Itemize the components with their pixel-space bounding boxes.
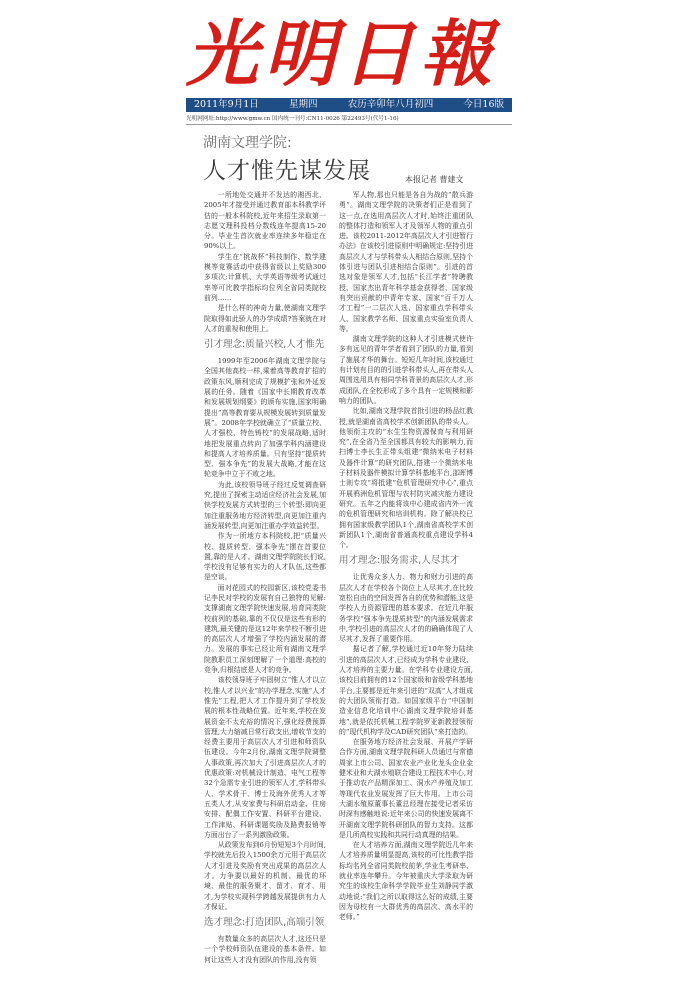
issue-date: 2011年9月1日: [194, 99, 259, 110]
lunar-date: 农历辛卯年八月初四: [347, 99, 434, 110]
section-subheading: 选才理念:打造团队,高端引领: [204, 917, 325, 929]
masthead: [186, 11, 512, 96]
body-paragraph: 一所地处交通并不发达的湘西北、2005年才接受并通过教育部本科教学评估的一般本科院校,近年来招生录取第一志愿文理科投档分数线连年提高15-20分。毕业生首次就业率连续多年稳定在90%以上。: [204, 191, 326, 251]
body-paragraph: 从政策发布到6月份短短3个月时间,学校就先后投入1500余万元用于高层次人才引进及奖励有突出成果的高层次人才。力争要以最好的机制、最优的环境、最佳的服务聚才、留才、育才、用才,为学校实现科学跨越发展提供有力人才保证。: [204, 841, 326, 911]
body-paragraph: 在人才培养方面,湖南文理学院近几年来人才培养质量明显提高,该校的可比性教学指标均名列全省同类院校前茅,学业生考研率、就业率连年攀升。今年被重庆大学录取为研究生的该校生命科学学院毕业生刘静同学激动地说:“我们之所以取得这么好的成绩,主要因为母校有一大群优秀的高层次、高水平的老师。”: [339, 841, 473, 922]
body-paragraph: 军人物,那也只能是各自为战的“散兵游勇”。湖南文理学院的决策者们正是看到了这一点,在选用高层次人才时,始终注重团队的整体打造和领军人才及领军人物的重点引进。该校2011-2012年高层次人才引进暂行办法》在该校引进原则中明确规定:坚持引进高层次人才与学科带头人相结合原则,坚持个体引进与团队引进相结合原则”。引进的首选对象是领军人才,包括“长江学者”特聘教授、国家杰出青年科学基金获得者、国家级有突出贡献的中青年专家、国家“百千万人才工程”一二层次人选、国家重点学科带头人、国家教学名师、国家重点实验室负责人等。: [339, 191, 473, 333]
section-subheading: 引才理念:质量兴校,人才惟先: [204, 339, 325, 351]
body-paragraph: 据记者了解,学校通过近10年努力陆续引进的高层次人才,已经成为学科专业建设、人才培养的主要力量。在学科专业建设方面,该校目前拥有的12个国家级和省级学科基地平台,主要都是近年来引进的“双高”人才组成的大团队领衔打造。如国家级平台“中国制造业信息化培训中心湖南文理学院培训基地”,就是依托机械工程学院罗亚新教授领衔的“现代机构学及CAD研究团队”来打造的。: [339, 645, 473, 736]
body-paragraph: 为此,该校领导班子经过反复调查研究,提出了探索主动适应经济社会发展,加快学校发展方式转型的三个转型:即向更加注重服务地方经济转型,向更加注重内涵发展转型,向更加注重办学效益转型。: [204, 480, 326, 530]
body-paragraph: 湖南文理学院的这种人才引进模式使许多有远见的青年学者看到了团队的力量,看到了施展才华的舞台。短短几年时间,该校通过有计划有目的的引进学科带头人,再在带头人周围选用具有相同学科背景的高层次人才,形成团队,在全校形成了多个具有一定规模和影响力的团队。: [339, 335, 473, 405]
article-byline: 本报记者 曹建文: [405, 175, 464, 184]
section-subheading: 用才理念:服务需求,人尽其才: [339, 555, 460, 567]
date-band: [186, 98, 512, 112]
masthead-title: 光明日報: [186, 11, 499, 96]
right-text-column: [339, 190, 473, 922]
publication-info-line: 光明网网址:http://www.gmw.cn 国内统一刊号:CN11-0026 第22493号(代号1-16): [186, 114, 512, 125]
body-paragraph: 比如,湖南文理学院首批引进的杨品红教授,就是湖南省高校学术创新团队的带头人。他领衔主攻的“水生生物资源保育与利用研究”,在全省乃至全国都具有较大的影响力,而扫博士李长生正带头组建“微纳米电子材料及器件计算”的研究团队,搭建一个微纳米电子材料及器件模拟计算学科基地平台,邵晖博士则专攻“将抵建”危机管理研究中心”,重点开展鸦洲危机管理与农村防灾减灾能力建设研究。五年之内能将该中心建成省内外一流的危机管理研究和培训机构。除了解决校已拥有国家级教学团队1个,湖南省高校学术创新团队1个,湖南省普通高校重点建设学科4个。: [339, 407, 473, 550]
body-paragraph: 是什么样的神奇力量,使湖南文理学院取得如此骄人的办学成绩?答案就在对人才的重视和使用上。: [204, 304, 326, 333]
left-text-column: [204, 190, 326, 965]
page-count: 今日16版: [463, 99, 504, 110]
body-paragraph: 有数量众多的高层次人才,这还只是一个学校师资队伍建设的基本条件。如何让这些人才没有团队的作用,没有领: [204, 935, 326, 964]
body-paragraph: 学生在“挑战杯”科技制作、数学建模等竞赛活动中获得省级以上奖励300多项次;计算机、大学英语等级考试通过率等可比教学指标均位列全省同类院校前列……: [204, 252, 326, 302]
body-paragraph: 面对花园式的校园新区,该校党委书记李民对学校的发展有自己独特的见解:支撑湖南文理学院快速发展,培育同类院校前列的基础,靠的不仅仅是这些有形的建筑,最关键的是这12年来学校不断引进的高层次人才增强了学校内涵发展的潜力。发展的事实已经让所有湖南文理学院教职员工深刻理解了一个道理:高校的竞争,归根结底是人才的竞争。: [204, 583, 326, 675]
article-headline: 人才惟先谋发展: [203, 158, 371, 184]
body-paragraph: 在服务地方经济社会发展、开展产学研合作方面,湖南文理学院科研人员通过与常德周家上市公司、国家农业产业化龙头企业金健米业和大湖水殖联合建设工程技术中心,对于推动农产品精深加工、洞水产养殖及加工等现代农业发展发挥了巨大作用。上市公司大湖水殖原董事长董总经理在接受记者采访时深有感触地说:近年来公司的快速发展离不开湖南文理学院科研团队的智力支持。这都是几所高校实践和共同行动真理的结果。: [339, 738, 473, 839]
article-kicker: 湖南文理学院:: [203, 135, 292, 151]
body-paragraph: 让优秀众多人力、物力和财力引进的高层次人才在学校各个岗位上人尽其才,在比较宽松自由的空间发挥各自的优势和潜能,这是学校人力资源管理的基本要求。在近几年服务学校“强本争先提质转型”的内涵发展需求中,学校引进的高层次人才的的确确体现了人尽其才,发挥了重要作用。: [339, 573, 473, 644]
issue-weekday: 星期四: [288, 99, 318, 110]
body-paragraph: 作为一所地方本科院校,把“质量兴校、提质转型、强本争先”摆在首要位置,靠的是人才。湖南文理学院院长们说,学校没有足够有实力的人才队伍,这些都是空谈。: [204, 532, 326, 582]
body-paragraph: 该校领导班子牢固树立“惟人才以立校,惟人才以兴业”的办学理念,实施“人才惟先”工程,把人才工作提升到了学校发展的根本性战略位置。近年来,学校在发展资金不太充裕的情况下,强化经费预算管理,大力缩减日常行政支出,增收节支的经费主要用于高层次人才引进和师资队伍建设。今年2月份,湖南文理学院调整人事政策,再次加大了引进高层次人才的优惠政策:对机械设计制造、电气工程等32个急需专业引进的领军人才,学科带头人、学术骨干、博士及海外优秀人才等五类人才,从安家费与科研启动金、住房安排、配偶工作安置、科研平台建设、工作津贴、科研课题奖励及路费报销等方面出台了一系列激励政策。: [204, 676, 326, 839]
body-paragraph: 1999年至2006年湖南文理学院与全国其他高校一样,乘着高等教育扩招的政策东风,顺利完成了规模扩张和外延发展的任务。随着《国家中长期教育改革和发展规划纲要》的颁布实施,国家明确提出“高等教育要从规模发展转到质量发展”。2008年学校就确立了“质量立校、人才强校、特色铸校”的发展战略,适时地把发展重点转向了加强学科内涵建设和提高人才培养质量。只有坚持“提质转型、强本争先”的发展大战略,才能在这轮竞争中立于不败之地。: [204, 357, 326, 479]
